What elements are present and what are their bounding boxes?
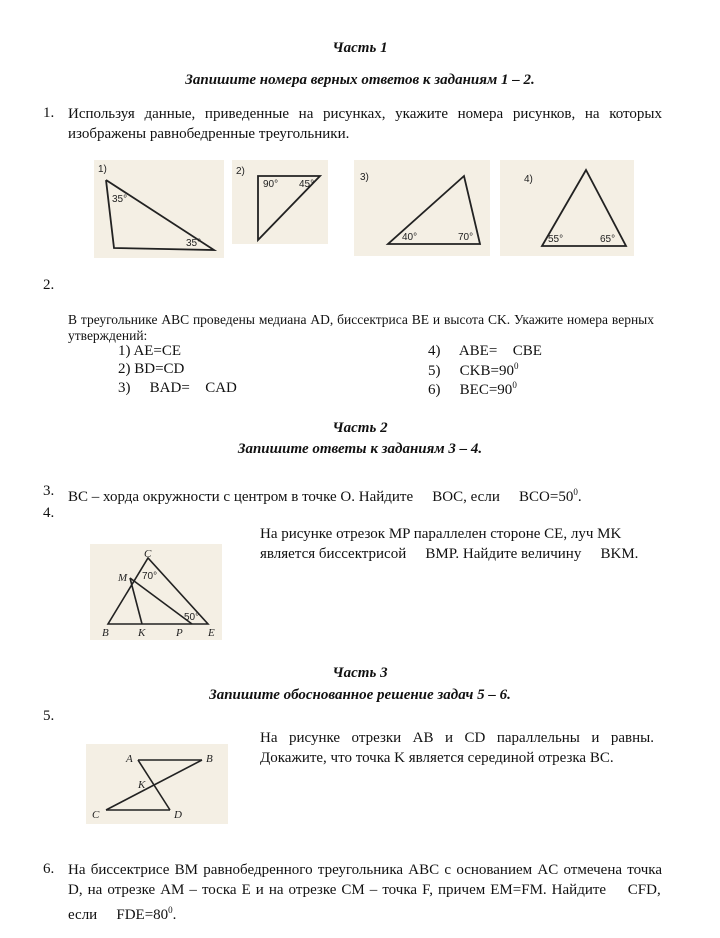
task5-figure [86, 744, 228, 824]
task4-figure [90, 544, 222, 640]
task1-number: 1. [43, 105, 55, 121]
task1-text: Используя данные, приведенные на рисунках, укажите номера рисунков, на которых изображены равнобедренные треугольники. [68, 106, 662, 142]
fig1-label: 1) [98, 164, 107, 175]
fig5-point-C: C [92, 809, 100, 821]
fig4-point-K: K [138, 627, 146, 639]
fig3-label: 3) [360, 172, 369, 183]
task2-option-1: 1) AE=CE [118, 343, 182, 359]
task3-number: 3. [43, 483, 55, 499]
fig5-point-B: B [206, 753, 213, 765]
fig4-angle-70: 70° [142, 571, 158, 582]
fig1-angle-a: 35° [112, 194, 128, 205]
task1-figure-2 [232, 160, 328, 244]
task5-text: На рисунке отрезки AB и CD параллельны и равны. Докажите, что точка K является серединой отрезка BC. [260, 730, 654, 766]
fig3-angle-b: 70° [458, 232, 474, 243]
fig4-label: 4) [524, 174, 533, 185]
task1-figure-4 [500, 160, 634, 256]
fig4-point-B: B [102, 627, 109, 639]
task2-option-6: 6) ⃞ $BEC=90^0$ [428, 380, 517, 398]
fig5-point-K: K [138, 779, 146, 791]
fig4-point-M: M [118, 572, 128, 584]
task3-text: BC – хорда окружности с центром в точке O. Найдите ⃞ BOC, если ⃞ $BCO=50^0$. [68, 487, 582, 505]
task4-text: На рисунке отрезок MP параллелен стороне CE, луч MK является биссектрисой ⃞ BMP. Найдите величину ⃞ BKM. [260, 526, 639, 562]
task2-number: 2. [43, 277, 55, 293]
part2-subtitle: Запишите ответы к заданиям 3 – 4. [237, 441, 483, 457]
fig4-angle-a: 55° [548, 234, 564, 245]
task1-figure-3 [354, 160, 490, 256]
fig4-angle-b: 65° [600, 234, 616, 245]
fig2-angle-b: 45° [299, 179, 315, 190]
fig2-angle-a: 90° [263, 179, 279, 190]
part1-subtitle: Запишите номера верных ответов к заданиям 1 – 2. [185, 72, 535, 88]
task2-option-5: 5) ⃞ $CKB=90^0$ [428, 361, 519, 379]
task5-number: 5. [43, 708, 55, 724]
task2-option-2: 2) BD=CD [118, 361, 185, 377]
fig4-angle-50: 50° [184, 612, 200, 623]
fig4-point-P: P [176, 627, 183, 639]
task2-option-4: 4) ⃞ ABE=⃞ CBE [428, 343, 542, 359]
task4-number: 4. [43, 505, 55, 521]
fig3-angle-a: 40° [402, 232, 418, 243]
task2-option-3: 3) ⃞ BAD=⃞ CAD [118, 380, 237, 396]
task6-text: На биссектрисе BM равнобедренного треугольника ABC с основанием AC отмечена точка D, на отрезке AM – тоска E и на отрезке CM – точка F, причем EM=FM. Найдите ⃞ CFD, если ⃞ $FDE=80^0$. [68, 862, 662, 923]
part1-title: Часть 1 [332, 40, 388, 56]
fig5-point-A: A [126, 753, 133, 765]
part3-title: Часть 3 [332, 665, 388, 681]
task1-figure-1 [94, 160, 224, 258]
fig1-angle-b: 35° [186, 238, 202, 249]
task6-number: 6. [43, 861, 55, 877]
task2-text: В треугольнике ABC проведены медиана AD, биссектриса BE и высота CK. Укажите номера верных утверждений: [68, 312, 654, 343]
part2-title: Часть 2 [332, 420, 388, 436]
fig2-label: 2) [236, 166, 245, 177]
part3-subtitle: Запишите обоснованное решение задач 5 – 6. [209, 687, 511, 703]
fig4-point-E: E [208, 627, 215, 639]
fig5-point-D: D [174, 809, 182, 821]
fig4-point-C: C [144, 548, 152, 560]
